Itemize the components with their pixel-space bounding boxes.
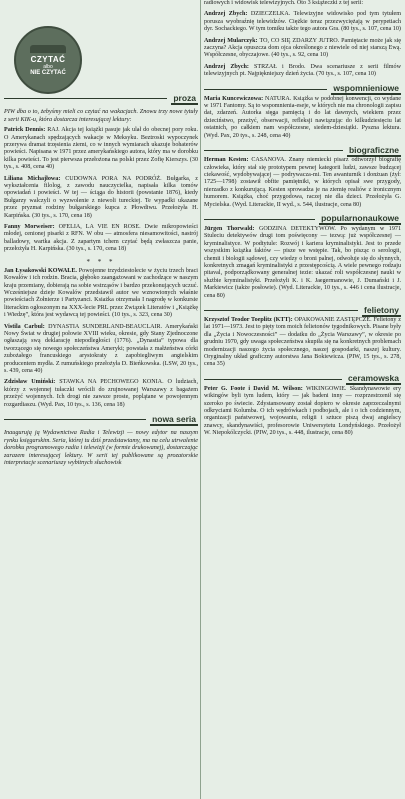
entry-uminski (4, 379, 198, 409)
section-label: nowa seria (152, 413, 196, 424)
entry-author: Jan Łysakowski KOWALE. (4, 267, 79, 274)
entry-foote-wilson (204, 386, 401, 438)
czytac-logo (14, 26, 82, 94)
section-header-wspomnieniowe (204, 83, 401, 96)
section-rule (204, 219, 315, 220)
entry-body: OFELIA, LA VIE EN ROSE. Dwie mikropowieści młodej, cenionej pisarki z RFN. W obu — atmosfera niesamowitości, nastrój balladowy, wartka akcja. Z zapartym tchem czytać będą zwłaszcza panie, przełożyła H. Karpińska. (30 tys., s. 170, cena 18) (4, 224, 198, 253)
entry-body: OPAKOWANIE ZASTĘPCZE. Felietony z lat 1971—1973. Jest to pięty tom moich felietonów tygodnikowych. Pisane były dla „Życia i Nowoczesności” — dodatku do „Życia Warszawy”, w okresie po grudniu 1970, gdy uwaga społeczeństwa skupiła się na konkretnych problemach modernizacji naszego życia społecznego, naszej gospodarki, naszej kultury. Oryginalny układ graficzny autorstwa Jana Bokiewicza. (PIW, 15 tys., s. 278, cena 35) (204, 317, 401, 368)
entry-author: Andrzej Zbych: (204, 11, 251, 18)
right-column (204, 0, 401, 799)
entry-author: Maria Kuncewiczowa: (204, 95, 266, 102)
entry-author: Krzysztof Teodor Toeplitz (KTT): (204, 317, 295, 323)
section-label: ceramowska (347, 373, 399, 384)
logo-hat-icon (30, 45, 66, 53)
entry-author: Andrzej Zbych: (204, 63, 254, 70)
left-column (4, 0, 198, 799)
entry-body: CUDOWNA PORA NA PODRÓŻ. Bułgarka, z wykształcenia filolog, z zawodu nauczycielka, napisała kilka tomów opowiadań i powieści. W tej — ściąga do historii (powstanie 1876), kiedy Bułgarzy walczyli o wyzwolenie z niewoli tureckiej. Te wypadki ukazane przez pryzmat rodziny bułgarskiego kupca z Płowdiwu. Przełożyła H. Karpińska. (30 tys., s. 170, cena 18) (4, 175, 198, 219)
entry-kuncewiczowa (204, 96, 401, 140)
nowa-seria-intro: Inaugurują ją Wydawnictwa Radia i Telewizji — nowy edytor na naszym rynku księgarskim. Seria, której tu dziś przedstawiamy, ma na celu utrwalenie dorobku programowego radia i telewizji (w formie drukowanej), dostarczając zarazem interesującej lektury. W serii tej publikowane są prozatorskie interpretacje scenariuszy wybitnych słuchowisk (4, 429, 198, 467)
section-header-biograficzne (204, 144, 401, 157)
entry-dennis (4, 127, 198, 171)
entry-zbych-dzieczelka (204, 11, 401, 33)
section-header-felietony (204, 304, 401, 317)
entry-thorwald (204, 226, 401, 300)
logo-area (4, 0, 198, 92)
entry-body: Powojenne trzydziestolecie w życiu trzech braci Kowalów i ich rodzin. Bracia, głęboko zaangażowani w zachodzące w naszym kraju przemiany, dobierają na sobie wstrząsów i bardzo przekonujących uczuć. Wcześniejsze dzieje Kowalów przedstawił autor we wznowionych właśnie powieściach Żołnierze i Partyzanci. Ksiażka otrzymała I nagrodę w konkursie literackim ogłoszonym na XXX-lecie PRL przez Związek Literatów i „Książkę i Wiedzę”, która jest wydawcą tej powieści. (10 tys., s. 323, cena 30) (4, 267, 198, 319)
entry-author: Herman Kesten: (204, 157, 252, 164)
section-header-nowa-seria (4, 413, 198, 426)
nowa-seria-continuation: radiowych i widowisk telewizyjnych. Oto 3 książeczki z tej serii: (204, 0, 364, 6)
section-label: popularnonaukowe (321, 213, 399, 224)
separator-stars: * * * (86, 257, 116, 266)
section-header-proza (4, 92, 198, 105)
entry-author: Jürgen Thorwald: (204, 225, 259, 232)
section-rule (4, 98, 167, 99)
entry-author: Vistila Carbul: (4, 323, 49, 330)
entry-author: Andrzej Mularczyk: (204, 37, 260, 44)
entry-body: DYNASTIA SUNDERLAND-BEAUCLAIR. Amerykański Nowy Świat w drugiej połowie XVIII wieku, okresie, gdy Stany Zjednoczone ogłaszają swą deklarację niepodległości (1776). „Dynastia” typowa dla tworzącego się nowego społeczeństwa Ameryki; powstała z małżeństwa córki zubożałego francuskiego arystokraty z zapobiegliwym angielskim producentem mydła. Z rumuńskiego przełożyła D. Bieńkowska. (LSW, 20 tys., s. 439, cena 40) (4, 323, 199, 374)
proza-intro: PIW dba o to, żebyśmy mieli co czytać na wakacjach. Znowu trzy nowe tytuły z serii KIK-u, która dostarcza interesującej lektury: (4, 108, 198, 123)
entry-body: STAWKA NA PECHOWEGO KONIA. O ludziach, którzy z wojennej tułaczki wrócili do zrujnowanej Warszawy z bagażem przeżyć wojennych. Ich drogi nie zawsze proste, poplątane w powojennym rozgardiaszu. (Wyd. Pax, 10 tys., s. 136, cena 18) (4, 379, 198, 408)
section-label: wspomnieniowe (333, 83, 399, 94)
entry-body: WIKINGOWIE. Skandynawowie ery wikingów byli tym ludem, który — jak badeni inny — rozprzestrzenił się szeroko po świecie. Zdystansowany został dopiero w okresie zaprzeczalnymi odkryciami Kolumba. O ich wędrówkach i podbojach, ale i o ich codziennym, organizacji państwowej, wojowaniu, religii i sztuce piszą dwaj angielscy znawcy, skandynawiści, profesorowie Uniwersytetu Londyńskiego. Przełożył W. Niepokólczycki. (PIW, 20 tys., s. 448, ilustracje, cena 80) (204, 385, 402, 437)
entry-morweiser (4, 224, 198, 254)
entry-michajlowa (4, 176, 198, 220)
logo-line3: NIE CZYTAĆ (30, 69, 66, 76)
logo-line1: CZYTAĆ (30, 54, 66, 64)
entry-body: DZIECZELKA. Telewizyjne widowisko pod tym tytułem porusza wyobraźnię telewidzów. Ciężkie teraz przezwyciężają w perypetiach dyr. Sochackiego. W tym tomiku także tego autora Gra. (80 tys., s. 107, cena 10) (204, 11, 401, 33)
column-divider (200, 0, 201, 799)
entry-carbul (4, 324, 198, 376)
entry-body: STRZAŁ i Brodo. Dwa scenariusze z serii filmów telewizyjnych pt. Najpiękniejszy dzień życia. (70 tys., s. 107, cena 10) (204, 63, 401, 78)
entry-author: Fanny Morweiser: (4, 224, 59, 231)
entry-lysakowski (4, 268, 198, 320)
section-label: proza (173, 92, 196, 103)
section-label: biograficzne (348, 144, 399, 155)
entry-author: Patrick Dennis: (4, 127, 48, 134)
entry-body: CASANOVA. Znany niemiecki pisarz odtworzył biografię człowieka, który stał się prototypem pewnej kategorii ludzi, zawsze budzącej ciekawość, wydobywającej — podrywacza-mi. Ten awanturnik i donżuan (żył: 1725—1798) zostawił obfite pamiętniki, w których opisał swe przygody, nierzadko z konkurującą. Kesten sprowadza je na ziemię realiów z ironicznym humorem. Książka, choć przygodowa, raczej nie dla dzieci. Przełożyła G. Mycielska. (Wyd. Literackie, II wyd., s. 544, ilustracje, cena 80) (204, 157, 401, 208)
entry-body: GODZINA DETEKTYWÓW. Po wydanym w 1971 Stuleciu detektywów drugi tom poświęcony — tezwą: już współczesnej — kryminalistyce. W podtytule: Rozwój i kariera kryminalistyki. Jest to przede wszystkim książka faktów — pisze we wstępie. Tak, bo pisząc o serologii, chemii i biologii sądowej, czy wiedzy o broni palnej, odwołuje się do słynnych, konkretnych zmagań kryminalistyki z przestępcością. A wiele pewnego rodzaju pitaval, podporządkowany generalnej tezie: ukazać roli współczesnej nauki w służbie kryminalistyki. Przełożyli K. i K. Jaegermanowie, J. Dumański i J. Markiewicz (także posłowie). (Wyd. Literackie, 10 tys., s. 446 i cena ilustracje, cena 80) (204, 225, 401, 299)
logo-line2: albo (43, 63, 53, 70)
entry-author: Zdzisław Umiński: (4, 379, 60, 386)
section-rule (204, 310, 358, 311)
entry-zbych-strzal (204, 64, 401, 79)
entry-body: NATURA. Książka w podobnej konwencji, co wydane w 1971 Fantomy. Są to wspomnienia-eseje, w których nie ma chronologii zapisu dat, zdarzeń. Autorka sięga pamięcią i do lat dawnych, wiekiem przez dzieciństwo, przeżyć, obserwacji, refleksji nawiązując do kilkudziesięciu lat ostatnich, po całkiem nam współczesne, siedem-dziesiątki. Pyszna lektura. (Wyd. Pax, 20 tys., s. 248, cena 40) (204, 95, 401, 139)
entry-body: RAJ. Akcja tej książki pasuje jak ulał do obecnej pory roku. O Amerykanach spędzających wakacje w Meksyku. Beztroski wypoczynek przerywa dramat trzęsienia ziemi, co w innych wymiarach ukazuje bohaterów powieści. Napisana w 1971 przez amerykańskiego autora, który ma w dorobku kilka powieści. To jest pierwsza przełożona na polski przez Zofię Kierszys. (30 tys., s. 408, cena 40) (4, 127, 198, 171)
section-rule (204, 150, 343, 151)
entry-kesten (204, 157, 401, 209)
section-rule (204, 89, 327, 90)
entry-mularczyk (204, 38, 401, 60)
section-label: felietony (364, 304, 399, 315)
entry-body: TO, CO SIĘ ZDARZY JUTRO. Pamiętacie może jak się zaczyna? Akcja opuszcza dom ojca określonego z niewiele od niej starszą Ewą. Współczesne, obyczajowe. (40 tys., s. 92, cena 10) (204, 37, 401, 59)
entry-toeplitz (204, 317, 401, 369)
section-header-popularnonaukowe (204, 213, 401, 226)
section-rule (204, 379, 342, 380)
section-header-ceramowska (204, 373, 401, 386)
entry-author: Peter G. Foote i David M. Wilson: (204, 385, 306, 392)
section-rule (4, 419, 146, 420)
entry-author: Liliana Michajłowa: (4, 175, 66, 182)
